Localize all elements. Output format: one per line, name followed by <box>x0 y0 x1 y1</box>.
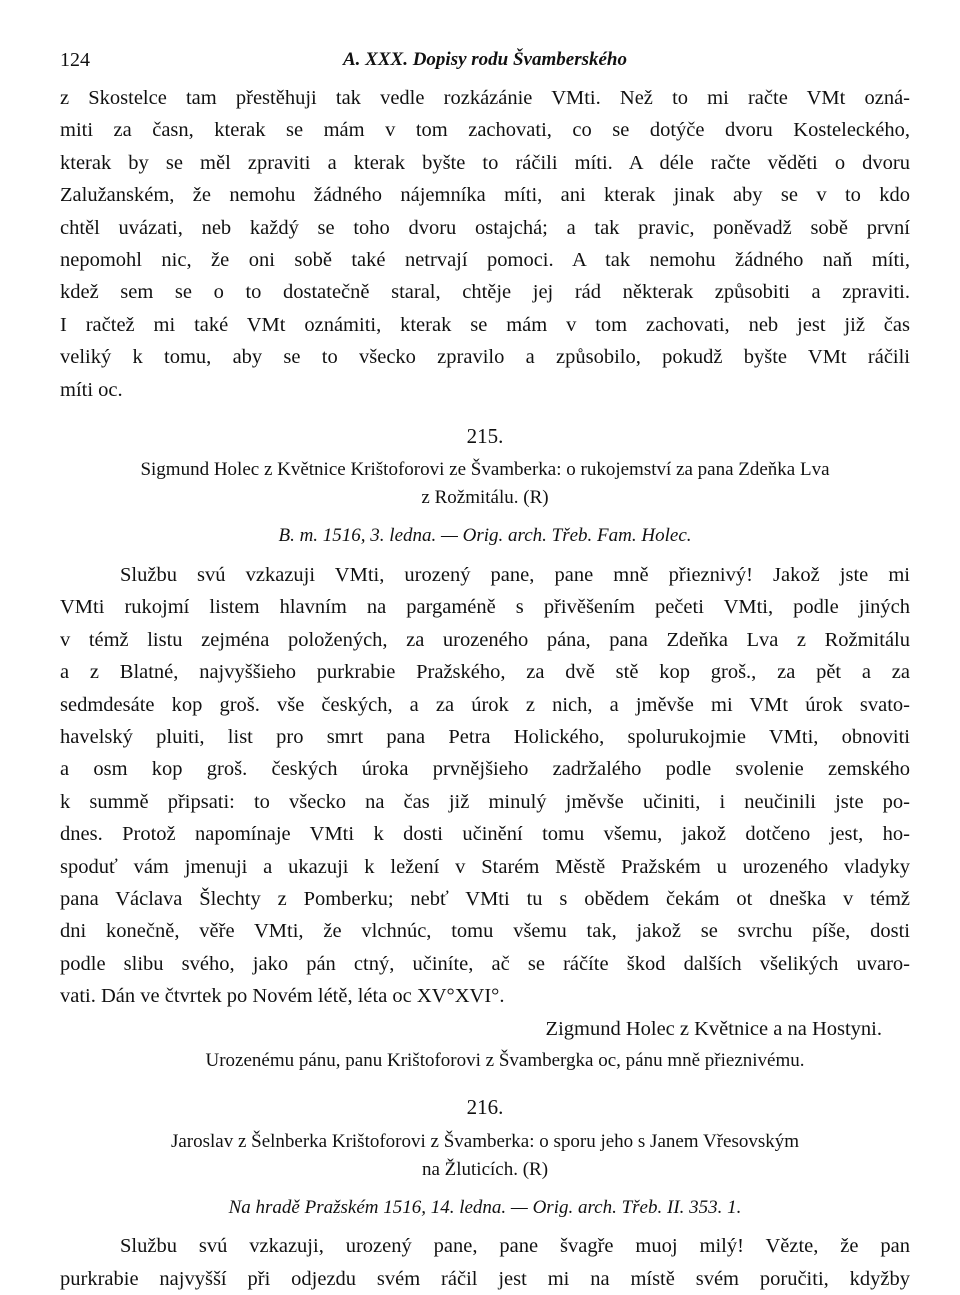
text-line: havelský pluiti, list pro smrt pana Petra Holického, spolurukojmie VMti, obnoviti <box>60 725 910 748</box>
letter-215 <box>60 420 910 1077</box>
text-line: dnes. Protož napomínaje VMti k dosti učinění tomu všemu, jakož dotčeno jest, ho- <box>60 823 910 846</box>
text-line: kdež sem se o to dostatečně staral, chtěje jej rád některak způsobiti a zpraviti. <box>60 281 910 304</box>
letter-title-line: z Rožmitálu. (R) <box>421 487 549 509</box>
text-line: k summě připsati: to všecko na čas již minulý jměvše učiniti, i neučinili jste po- <box>60 790 910 813</box>
text-line: veliký k tomu, aby se to všecko zpravilo a způsobilo, pokudž byšte VMt ráčili <box>60 346 910 369</box>
text-line: vati. Dán ve čtvrtek po Novém létě, léta oc XV°XVI°. <box>60 985 505 1008</box>
letter-title <box>60 1128 910 1184</box>
text-line: kterak by se měl zpraviti a kterak byšte to ráčili míti. A déle račte věděti o dvoru <box>60 151 910 174</box>
text-line: sedmdesáte kop groš. vše českých, a za úrok z nich, a jměvše mi VMt úrok svato- <box>60 693 910 716</box>
letter-body <box>60 559 910 1013</box>
text-line: miti za časn, kterak se mám v tom zachovati, co se dotýče dvoru Kosteleckého, <box>60 119 910 142</box>
letter-source: Na hradě Pražském 1516, 14. ledna. — Orig. arch. Třeb. II. 353. 1. <box>228 1196 742 1218</box>
running-title: A. XXX. Dopisy rodu Švamberského <box>343 49 627 70</box>
letter-number: 215. <box>466 424 504 449</box>
text-line: míti oc. <box>60 378 123 401</box>
continuation-paragraph <box>60 82 910 406</box>
text-line: dni konečně, věře VMti, že vlchnúc, tomu všemu tak, jakož se svrchu píše, dosti <box>60 920 910 943</box>
text-line: nepomohl nic, že oni sobě také netrvají pomoci. A tak nemohu žádného naň míti, <box>60 249 910 272</box>
letter-address: Urozenému pánu, panu Krištoforovi z Švambergka oc, pánu mně přieznivému. <box>205 1049 805 1071</box>
letter-title-line: na Žluticích. (R) <box>421 1158 549 1180</box>
text-line: spoduť vám jmenuji a ukazuji k ležení v Starém Městě Pražském u urozeného vladyky <box>60 855 910 878</box>
letter-body <box>60 1230 910 1295</box>
text-line: a osm kop groš. českých úroka prvnějšieho zadržalého podle svolenie zemského <box>60 758 910 781</box>
text-line: podle slibu svého, jako pán ctný, učiníte, ač se ráčíte škod dalších všelikých uvaro- <box>60 952 910 975</box>
text-line: z Skostelce tam přestěhuji tak vedle rozkázánie VMti. Než to mi račte VMt ozná- <box>60 87 910 109</box>
page-header <box>60 44 910 78</box>
document-page <box>60 44 910 1295</box>
text-line: I račtež mi také VMt oznámiti, kterak se mám v tom zachovati, neb jest již čas <box>60 313 910 336</box>
letter-title-line: Sigmund Holec z Květnice Krištoforovi ze Švamberka: o rukojemství za pana Zdeňka Lva <box>140 459 830 481</box>
text-line: a z Blatné, najvyššieho purkrabie Pražského, za dvě stě kop groš., za pět a za <box>60 661 910 684</box>
text-line: v témž listu zejména položených, za urozeného pána, pana Zdeňka Lva z Rožmitálu <box>60 628 910 651</box>
letter-source: B. m. 1516, 3. ledna. — Orig. arch. Třeb. Fam. Holec. <box>278 525 692 547</box>
text-line: Službu svú vzkazuji, urozený pane, pane švagře muoj milý! Vězte, že pan <box>120 1235 910 1258</box>
letter-number: 216. <box>466 1095 504 1120</box>
letter-title-line: Jaroslav z Šelnberka Krištoforovi z Švamberka: o sporu jeho s Janem Vřesovským <box>170 1130 800 1152</box>
letter-title <box>60 456 910 512</box>
letter-216 <box>60 1091 910 1295</box>
letter-signature: Zigmund Holec z Květnice a na Hostyni. <box>545 1017 882 1040</box>
text-line: Zalužanském, že nemohu žádného nájemníka míti, ani kterak jinak aby se v to kdo <box>60 184 910 207</box>
text-line: VMti rukojmí listem hlavním na pargaméně s přivěšením pečeti VMti, podle jiných <box>60 596 910 619</box>
text-line: purkrabie najvyšší při odjezdu svém ráčil jest mi na místě svém poručiti, kdyžby <box>60 1267 910 1290</box>
text-line: chtěl uvázati, neb každý se toho dvoru ostajchá; a tak pravic, poněvadž sobě první <box>60 216 910 239</box>
page-number: 124 <box>60 49 90 71</box>
text-line: pana Václava Šlechty z Pomberku; nebť VMti tu s obědem čekám ot dneška v témž <box>60 887 910 910</box>
text-line: Službu svú vzkazuji VMti, urozený pane, pane mně přieznivý! Jakož jste mi <box>120 563 910 586</box>
